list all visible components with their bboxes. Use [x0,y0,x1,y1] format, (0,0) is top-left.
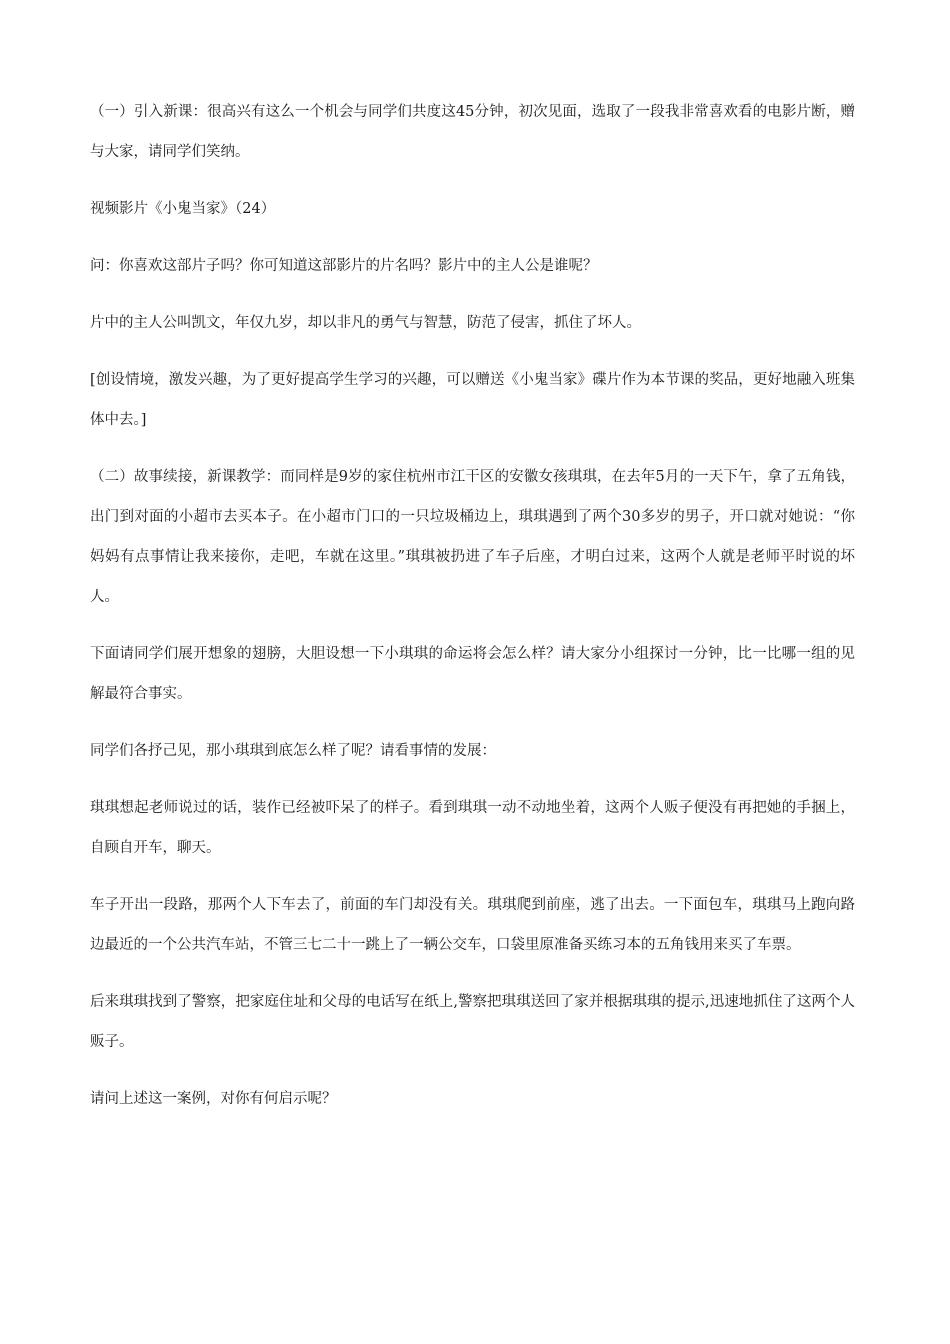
paragraph-answer: 片中的主人公叫凯文，年仅九岁，却以非凡的勇气与智慧，防范了侵害，抓住了坏人。 [90,315,641,331]
paragraph-story: （二）故事续接，新课教学：而同样是9岁的家住杭州市江干区的安徽女孩琪琪，在去年5月的一天下午，拿了五角钱，出门到对面的小超市去买本子。在小超市门口的一只垃圾桶边上，琪琪遇到了两个30多岁的男子，开口就对她说：“你妈妈有点事情让我来接你，走吧，车就在这里。”琪琪被扔进了车子后座，才明白过来，这两个人就是老师平时说的坏人。 [90,469,855,605]
paragraph-discussion: 下面请同学们展开想象的翅膀，大胆设想一下小琪琪的命运将会怎么样？请大家分小组探讨一分钟，比一比哪一组的见解最符合事实。 [90,646,855,702]
document-body [90,92,855,1136]
paragraph-video-title: 视频影片《小鬼当家》（24） [90,201,276,217]
paragraph-note: [创设情境，激发兴趣，为了更好提高学生学习的兴趣，可以赠送《小鬼当家》碟片作为本节课的奖品，更好地融入班集体中去。] [90,372,855,428]
paragraph-story-part-3: 后来琪琪找到了警察，把家庭住址和父母的电话写在纸上,警察把琪琪送回了家并根据琪琪的提示,迅速地抓住了这两个人贩子。 [90,994,855,1050]
paragraph-story-part-2: 车子开出一段路，那两个人下车去了，前面的车门却没有关。琪琪爬到前座，逃了出去。一下面包车，琪琪马上跑向路边最近的一个公共汽车站，不管三七二十一跳上了一辆公交车，口袋里原准备买练习本的五角钱用来买了车票。 [90,897,855,953]
paragraph-intro: （一）引入新课：很高兴有这么一个机会与同学们共度这45分钟，初次见面，选取了一段我非常喜欢看的电影片断，赠与大家，请同学们笑纳。 [90,104,855,160]
paragraph-story-part-1: 琪琪想起老师说过的话，装作已经被吓呆了的样子。看到琪琪一动不动地坐着，这两个人贩子便没有再把她的手捆上，自顾自开车，聊天。 [90,800,855,856]
paragraph-final-question: 请问上述这一案例，对你有何启示呢？ [90,1091,337,1107]
paragraph-question: 问：你喜欢这部片子吗？你可知道这部影片的片名吗？影片中的主人公是谁呢？ [90,258,598,274]
paragraph-transition: 同学们各抒己见，那小琪琪到底怎么样了呢？请看事情的发展： [90,743,496,759]
